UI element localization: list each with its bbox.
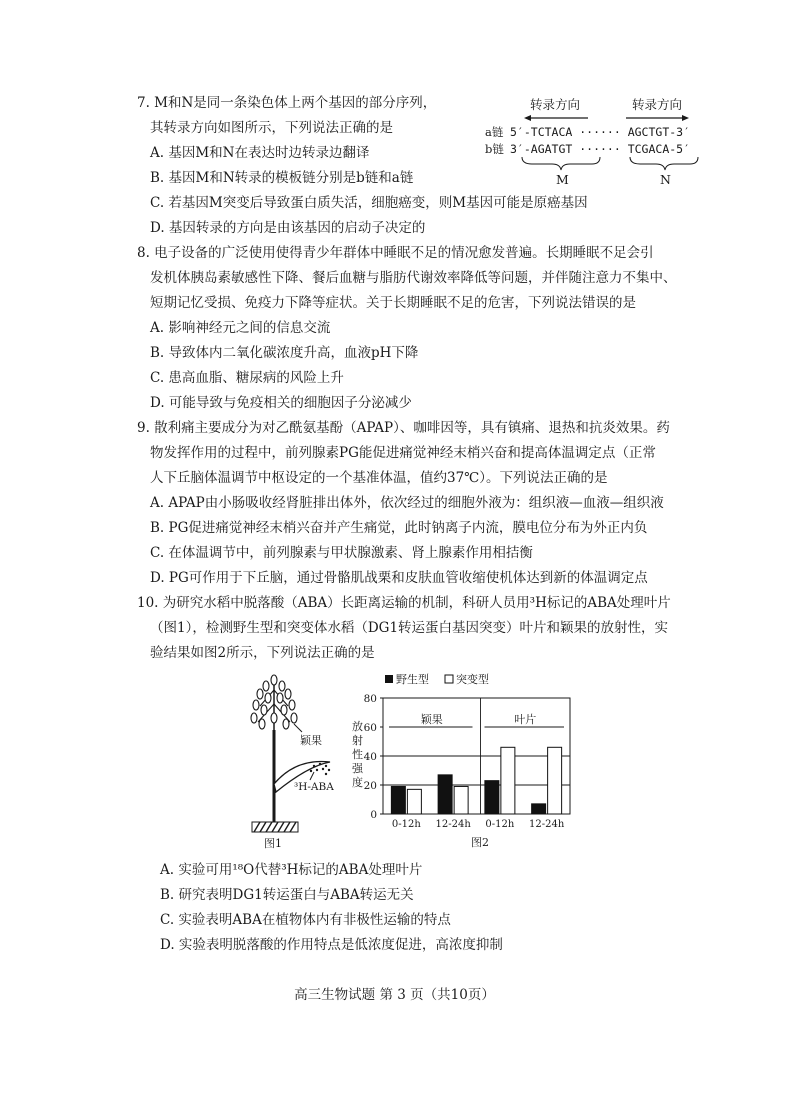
q7-strand-b-label: b链	[485, 142, 504, 156]
q10-figure1-rice-plant	[238, 672, 348, 850]
q10-fig1-grain-label: 颖果	[300, 734, 322, 747]
y-axis-title-char: 射	[352, 734, 363, 747]
y-axis-title	[352, 720, 364, 789]
q7-brace-n	[630, 157, 698, 170]
q9-option-c: C. 在体温调节中，前列腺素与甲状腺激素、肾上腺素作用相拮衡	[150, 545, 533, 561]
q10-fig1-caption: 图1	[264, 837, 282, 850]
y-tick-label: 20	[363, 780, 377, 792]
x-tick-label: 0-12h	[485, 819, 515, 830]
q7-dna-figure	[480, 90, 730, 190]
y-tick-label: 80	[363, 693, 377, 705]
group-label: 颖果	[420, 713, 443, 726]
bar-mutant	[454, 786, 468, 814]
y-tick-label: 0	[370, 809, 377, 821]
q8-stem-line1: 8. 电子设备的广泛使用使得青少年群体中睡眠不足的情况愈发普遍。长期睡眠不足会引	[137, 245, 654, 261]
bar-mutant	[501, 747, 515, 814]
q9-stem-line1: 9. 散利痛主要成分为对乙酰氨基酚（APAP）、咖啡因等，具有镇痛、退热和抗炎效果。药	[137, 420, 670, 436]
q10-stem-line2: （图1），检测野生型和突变体水稻（DG1转运蛋白基因突变）叶片和颖果的放射性，实	[150, 620, 669, 636]
q7-right-arrow	[626, 115, 689, 121]
q7-direction-left-label: 转录方向	[530, 97, 581, 112]
q7-gene-m-label: M	[556, 172, 569, 187]
q7-strand-a-label: a链	[485, 125, 504, 139]
grain-pointer-line	[294, 724, 302, 732]
y-tick-label: 60	[363, 722, 377, 734]
bar-wild	[438, 775, 452, 814]
legend-mutant-label: 突变型	[456, 673, 489, 686]
legend-wild-label: 野生型	[396, 673, 429, 686]
q7-strand-a-sequence: 5′-TCTACA ······ AGCTGT-3′	[510, 125, 691, 139]
bar-wild	[532, 804, 546, 814]
q10-option-a: A. 实验可用¹⁸O代替³H标记的ABA处理叶片	[160, 862, 423, 878]
q7-option-d: D. 基因转录的方向是由该基因的启动子决定的	[150, 220, 426, 236]
chart-legend	[385, 672, 489, 686]
q7-brace-m	[522, 157, 600, 170]
bar-wild	[391, 786, 405, 814]
x-tick-label: 12-24h	[435, 819, 471, 830]
q8-stem-line3: 短期记忆受损、免疫力下降等症状。关于长期睡眠不足的危害，下列说法错误的是	[150, 295, 636, 311]
y-axis-title-char: 放	[352, 720, 363, 733]
q7-option-b: B. 基因M和N转录的模板链分别是b链和a链	[150, 170, 414, 186]
page-footer: 高三生物试题 第 3 页（共10页）	[294, 987, 495, 1003]
q8-stem-line2: 发机体胰岛素敏感性下降、餐后血糖与脂肪代谢效率降低等问题，并伴随注意力不集中、	[150, 270, 677, 286]
q9-stem-line3: 人下丘脑体温调节中枢设定的一个基准体温，值约37℃）。下列说法正确的是	[150, 470, 608, 486]
bar-wild	[485, 781, 499, 814]
chart-caption: 图2	[471, 836, 489, 849]
panicle-grains	[251, 675, 297, 732]
q10-fig1-aba-label: ³H-ABA	[294, 781, 334, 793]
q7-option-c: C. 若基因M突变后导致蛋白质失活，细胞癌变，则M基因可能是原癌基因	[150, 195, 588, 211]
q7-left-arrow	[524, 115, 588, 121]
bar-mutant	[407, 789, 421, 814]
y-axis-title-char: 性	[352, 748, 363, 761]
q7-option-a: A. 基因M和N在表达时边转录边翻译	[150, 145, 370, 161]
soil-hatch	[252, 822, 298, 832]
x-tick-label: 0-12h	[391, 819, 421, 830]
y-tick-label: 40	[363, 751, 377, 763]
aba-pointer-line	[310, 772, 314, 780]
x-tick-label: 12-24h	[528, 819, 565, 830]
q9-option-d: D. PG可作用于下丘脑，通过骨骼肌战栗和皮肤血管收缩使机体达到新的体温调定点	[150, 570, 648, 586]
q10-figure2-bar-chart	[343, 668, 583, 850]
q9-stem-line2: 物发挥作用的过程中，前列腺素PG能促进痛觉神经末梢兴奋和提高体温调定点（正常	[150, 445, 656, 461]
q8-option-b: B. 导致体内二氧化碳浓度升高，血液pH下降	[150, 345, 419, 361]
bar-mutant	[548, 747, 562, 814]
y-axis-title-char: 强	[352, 762, 363, 775]
q7-stem-line2: 其转录方向如图所示，下列说法正确的是	[150, 120, 393, 136]
q7-strand-b-sequence: 3′-AGATGT ······ TCGACA-5′	[510, 142, 691, 156]
q8-option-d: D. 可能导致与免疫相关的细胞因子分泌减少	[150, 395, 412, 411]
q10-option-b: B. 研究表明DG1转运蛋白与ABA转运无关	[160, 887, 414, 903]
legend-wild-swatch	[385, 675, 393, 683]
legend-mutant-swatch	[445, 675, 453, 683]
q8-option-a: A. 影响神经元之间的信息交流	[150, 320, 331, 336]
q10-stem-line1: 10. 为研究水稻中脱落酸（ABA）长距离运输的机制，科研人员用³H标记的ABA处理叶片	[137, 595, 671, 611]
q7-direction-right-label: 转录方向	[632, 97, 683, 112]
q10-option-d: D. 实验表明脱落酸的作用特点是低浓度促进，高浓度抑制	[160, 937, 503, 953]
q7-stem-line1: 7. M和N是同一条染色体上两个基因的部分序列，	[137, 95, 437, 111]
q7-gene-n-label: N	[660, 172, 671, 187]
q8-option-c: C. 患高血脂、糖尿病的风险上升	[150, 370, 344, 386]
group-label: 叶片	[514, 713, 537, 726]
q10-stem-line3: 验结果如图2所示，下列说法正确的是	[150, 645, 375, 661]
q10-option-c: C. 实验表明ABA在植物体内有非极性运输的特点	[160, 912, 451, 928]
y-axis-title-char: 度	[352, 776, 363, 789]
q9-option-b: B. PG促进痛觉神经末梢兴奋并产生痛觉，此时钠离子内流，膜电位分布为外正内负	[150, 520, 648, 536]
q9-option-a: A. APAP由小肠吸收经肾脏排出体外，依次经过的细胞外液为：组织液—血液—组织液	[150, 495, 664, 511]
